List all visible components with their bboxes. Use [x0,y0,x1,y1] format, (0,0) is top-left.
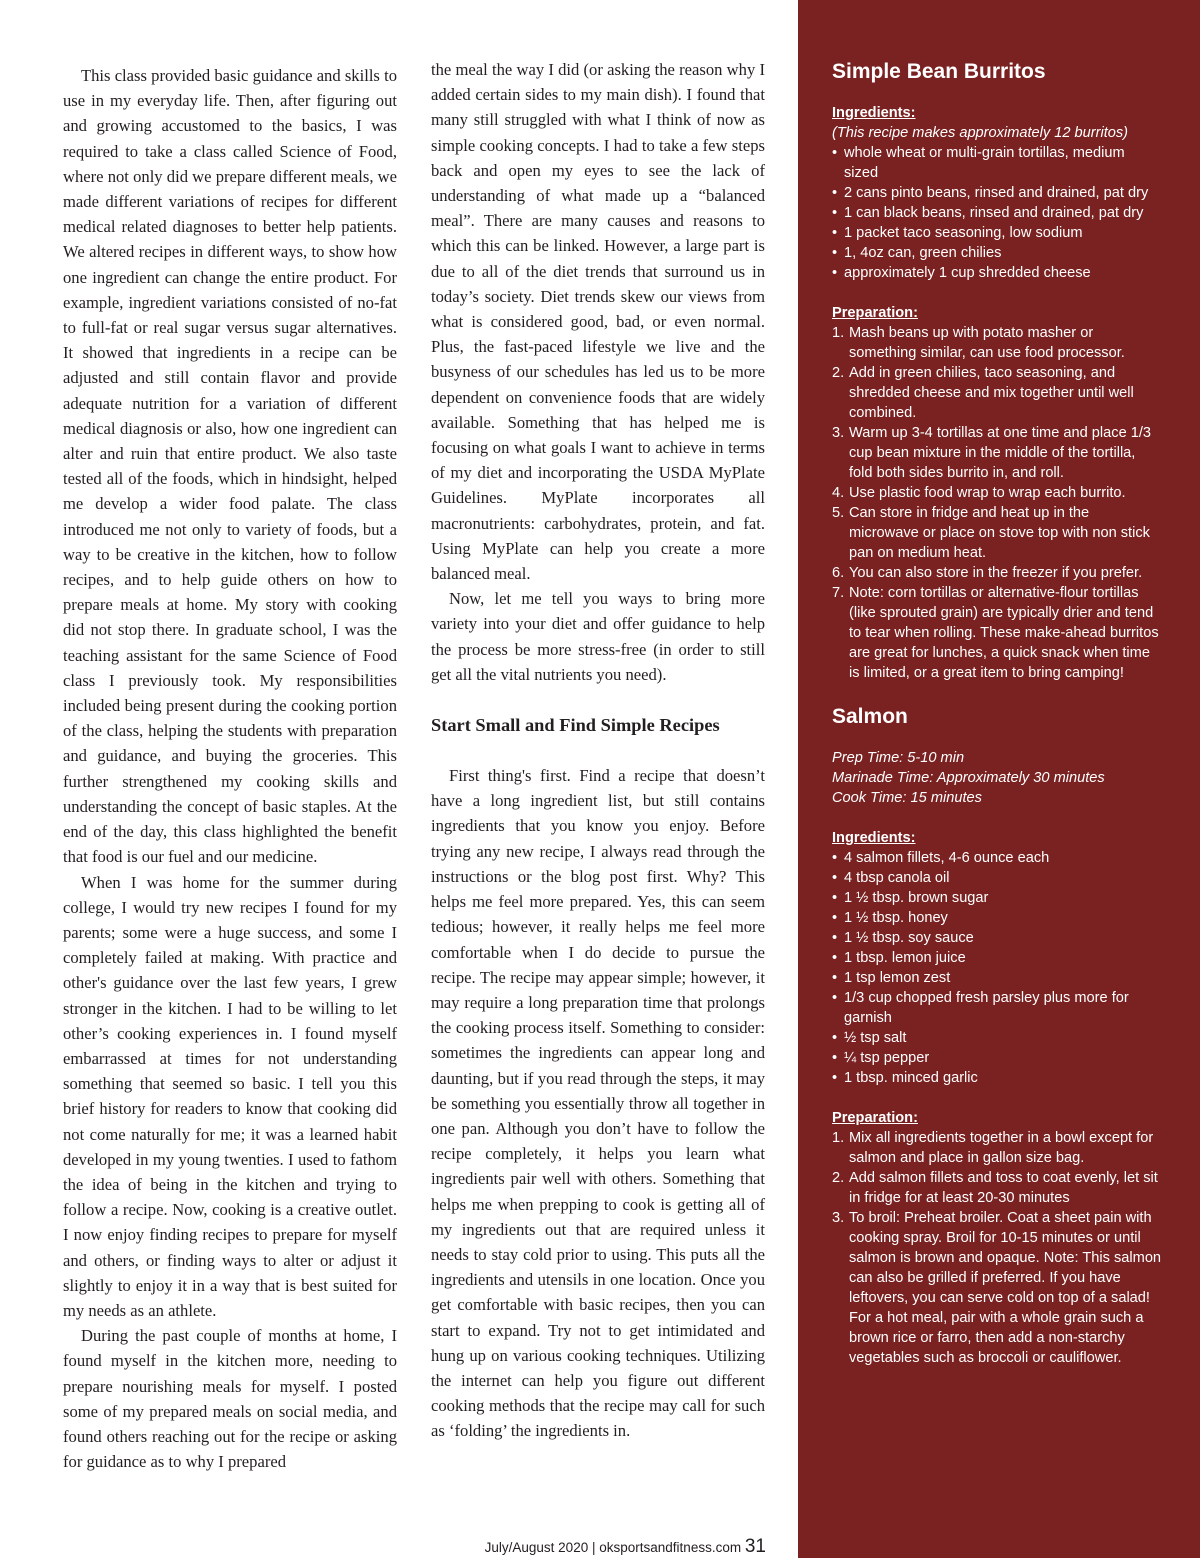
issue-date: July/August 2020 [484,1540,589,1555]
step-number: 1. [832,325,845,341]
ingredient-item: • 1 tbsp. lemon juice [832,948,1162,968]
step-text: Note: corn tortillas or alternative-flour tortillas (like sprouted grain) are typically drier and tend to tear when rolling. These make-ahead burritos are great for lunches, a quick snack when time is limited, or a great item to bring camping! [849,585,1159,681]
prep-time: Prep Time: 5-10 min [832,750,965,766]
step-text: You can also store in the freezer if you prefer. [849,565,1143,581]
page-footer [432,1536,766,1558]
preparation-step [832,563,1162,583]
step-text: Use plastic food wrap to wrap each burrito. [849,485,1126,501]
preparation-steps [832,323,1162,683]
article-paragraph: First thing's first. Find a recipe that doesn’t have a long ingredient list, but still contains ingredients that you know you enjoy. Before trying any new recipe, I always read through the instructions or the blog post first. Why? This helps me feel more prepared. Yes, this can seem tedious; however, it really helps me feel more comfortable when I do decide to pursue the recipe. The recipe may appear simple; however, it may require a long preparation time that prolongs the cooking process itself. Something to consider: sometimes the ingredients can appear long and daunting, but if you read through the steps, it may be something you essentially throw all together in one pan. Although you don’t have to follow the recipe completely, it helps you learn what ingredients pair well with others. Something that helps me when prepping to cook is getting all of my ingredients out that are required unless it needs to stay cold prior to using. This puts all the ingredients and utensils in one location. Once you get comfortable with basic recipes, then you can start to expand. Try not to get intimidated and hung up on various cooking techniques. Utilizing the internet can help you figure out different cooking methods that the recipe may call for such as ‘folding’ the ingredients in. [431,766,765,1441]
ingredient-item: • 1 tsp lemon zest [832,968,1162,988]
article-paragraph: Now, let me tell you ways to bring more variety into your diet and offer guidance to help the process be more stress-free (in order to still get all the vital nutrients you need). [431,589,765,684]
article-column-left [63,63,397,1474]
step-text: Warm up 3-4 tortillas at one time and place 1/3 cup bean mixture in the middle of the tortilla, fold both sides burrito in, and roll. [849,425,1152,481]
cook-time: Cook Time: 15 minutes [832,790,982,806]
preparation-step [832,423,1162,483]
ingredient-item: • ½ tsp salt [832,1028,1162,1048]
ingredient-item: • 1 ½ tbsp. soy sauce [832,928,1162,948]
ingredient-list [832,143,1162,283]
step-text: Mash beans up with potato masher or something similar, can use food processor. [849,325,1125,361]
step-number: 3. [832,1210,845,1226]
footer-separator: | [591,1540,596,1555]
recipe-title: Simple Bean Burritos [832,60,1046,83]
step-number: 2. [832,365,845,381]
article-paragraph: the meal the way I did (or asking the reason why I added certain sides to my main dish). I found that many still struggled with what I think of now as simple cooking concepts. I had to take a few steps back and open my eyes to see the lack of understanding of what made up a “balanced meal”. There are many causes and reasons to which this can be linked. However, a large part is due to all of the diet trends that surround us in today’s society. Diet trends skew our views from what is considered good, bad, or even normal. Plus, the fast-paced lifestyle we live and the busyness of our schedules has led us to be more dependent on convenience foods that are widely available. Something that has helped me is focusing on what goals I want to achieve in terms of my diet and incorporating the USDA MyPlate Guidelines. MyPlate incorporates all macronutrients: carbohydrates, protein, and fat. Using MyPlate can help you create a more balanced meal. [431,60,765,584]
preparation-step [832,363,1162,423]
step-number: 4. [832,485,845,501]
section-heading: Start Small and Find Simple Recipes [431,715,720,736]
preparation-steps [832,1128,1162,1368]
step-text: To broil: Preheat broiler. Coat a sheet pain with cooking spray. Broil for 10-15 minutes or until salmon is brown and opaque. Note: This salmon can also be grilled if preferred. If you have leftovers, you can serve cold on top of a salad! For a hot meal, pair with a whole grain such a brown rice or farro, then add a non-starchy vegetables such as broccoli or cauliflower. [849,1210,1162,1366]
website-name: oksportsandfitness.com [599,1540,742,1555]
preparation-step [832,1168,1162,1208]
article-paragraph: This class provided basic guidance and skills to use in my everyday life. Then, after figuring out and growing accustomed to the basics, I was required to take a class called Science of Food, where not only did we prepare different meals, we made different variations of recipes for different medical related diagnoses to better help patients. We altered recipes in different ways, to show how one ingredient can change the entire product. For example, ingredient variations consisted of no-fat to full-fat or real sugar versus sugar alternatives. It showed that ingredients in a recipe can be adjusted and still contain flavor and provide adequate nutrition for a variation of different medical diagnosis or also, how one ingredient can alter and ruin that entire product. We also taste tested all of the foods, which in hindsight, helped me develop a wider food palate. The class introduced me not only to variety of foods, but a way to be creative in the kitchen, how to follow recipes, and to help guide others on how to prepare meals at home. My story with cooking did not stop there. In graduate school, I was the teaching assistant for the same Science of Food class I previously took. My responsibilities included being present during the cooking portion of the class, helping the students with preparation and guidance, and buying the groceries. This further strengthened my cooking skills and understanding the concept of basic staples. At the end of the day, this class highlighted the benefit that food is our fuel and our medicine. [63,66,397,867]
preparation-step [832,1128,1162,1168]
ingredient-list [832,848,1162,1088]
preparation-step [832,323,1162,363]
ingredient-item: • ¼ tsp pepper [832,1048,1162,1068]
preparation-heading: Preparation: [832,305,918,321]
step-number: 3. [832,425,845,441]
step-text: Mix all ingredients together in a bowl except for salmon and place in gallon size bag. [849,1130,1154,1166]
ingredient-item: • 1 can black beans, rinsed and drained, pat dry [832,203,1162,223]
yield-note: (This recipe makes approximately 12 burritos) [832,125,1129,141]
step-text: Can store in fridge and heat up in the microwave or place on stove top with non stick pan on medium heat. [849,505,1150,561]
step-number: 6. [832,565,845,581]
step-number: 7. [832,585,845,601]
preparation-step [832,583,1162,683]
ingredient-item: • 1, 4oz can, green chilies [832,243,1162,263]
recipe-title: Salmon [832,705,908,728]
step-text: Add in green chilies, taco seasoning, and shredded cheese and mix together until well combined. [849,365,1134,421]
marinade-time: Marinade Time: Approximately 30 minutes [832,770,1105,786]
ingredients-heading: Ingredients: [832,105,916,121]
ingredients-heading: Ingredients: [832,830,916,846]
step-number: 1. [832,1130,845,1146]
article-paragraph: When I was home for the summer during college, I would try new recipes I found for my parents; some were a huge success, and some I completely failed at making. With practice and other's guidance over the last few years, I grew stronger in the kitchen. I had to be willing to let other’s cooking experiences in. I found myself embarrassed at times for not understanding something that seemed so basic. I tell you this brief history for readers to know that cooking did not come naturally for me; it was a learned habit developed in my young twenties. I used to fathom the idea of being in the kitchen and trying to follow a recipe. Now, cooking is a creative outlet. I now enjoy finding recipes to prepare for myself and others, or finding ways to alter or adjust it slightly to enjoy it in a way that is best suited for my needs as an athlete. [63,872,397,1320]
ingredient-item: • 4 salmon fillets, 4-6 ounce each [832,848,1162,868]
ingredient-item: • 2 cans pinto beans, rinsed and drained, pat dry [832,183,1162,203]
page-number: 31 [744,1536,766,1557]
preparation-step [832,1208,1162,1368]
ingredient-item: • approximately 1 cup shredded cheese [832,263,1162,283]
ingredient-item: • 1/3 cup chopped fresh parsley plus more for garnish [832,988,1162,1028]
recipe-sidebar [798,0,1200,1558]
preparation-step [832,483,1162,503]
article-column-middle [431,57,765,1444]
ingredient-item: • whole wheat or multi-grain tortillas, medium sized [832,143,1162,183]
ingredient-item: • 1 ½ tbsp. honey [832,908,1162,928]
ingredient-item: • 1 tbsp. minced garlic [832,1068,1162,1088]
ingredient-item: • 4 tbsp canola oil [832,868,1162,888]
step-number: 5. [832,505,845,521]
step-text: Add salmon fillets and toss to coat evenly, let sit in fridge for at least 20-30 minutes [849,1170,1158,1206]
step-number: 2. [832,1170,845,1186]
ingredient-item: • 1 packet taco seasoning, low sodium [832,223,1162,243]
preparation-heading: Preparation: [832,1110,918,1126]
article-paragraph: During the past couple of months at home, I found myself in the kitchen more, needing to prepare nourishing meals for myself. I posted some of my prepared meals on social media, and found others reaching out for the recipe or asking for guidance as to why I prepared [63,1326,397,1472]
ingredient-item: • 1 ½ tbsp. brown sugar [832,888,1162,908]
preparation-step [832,503,1162,563]
